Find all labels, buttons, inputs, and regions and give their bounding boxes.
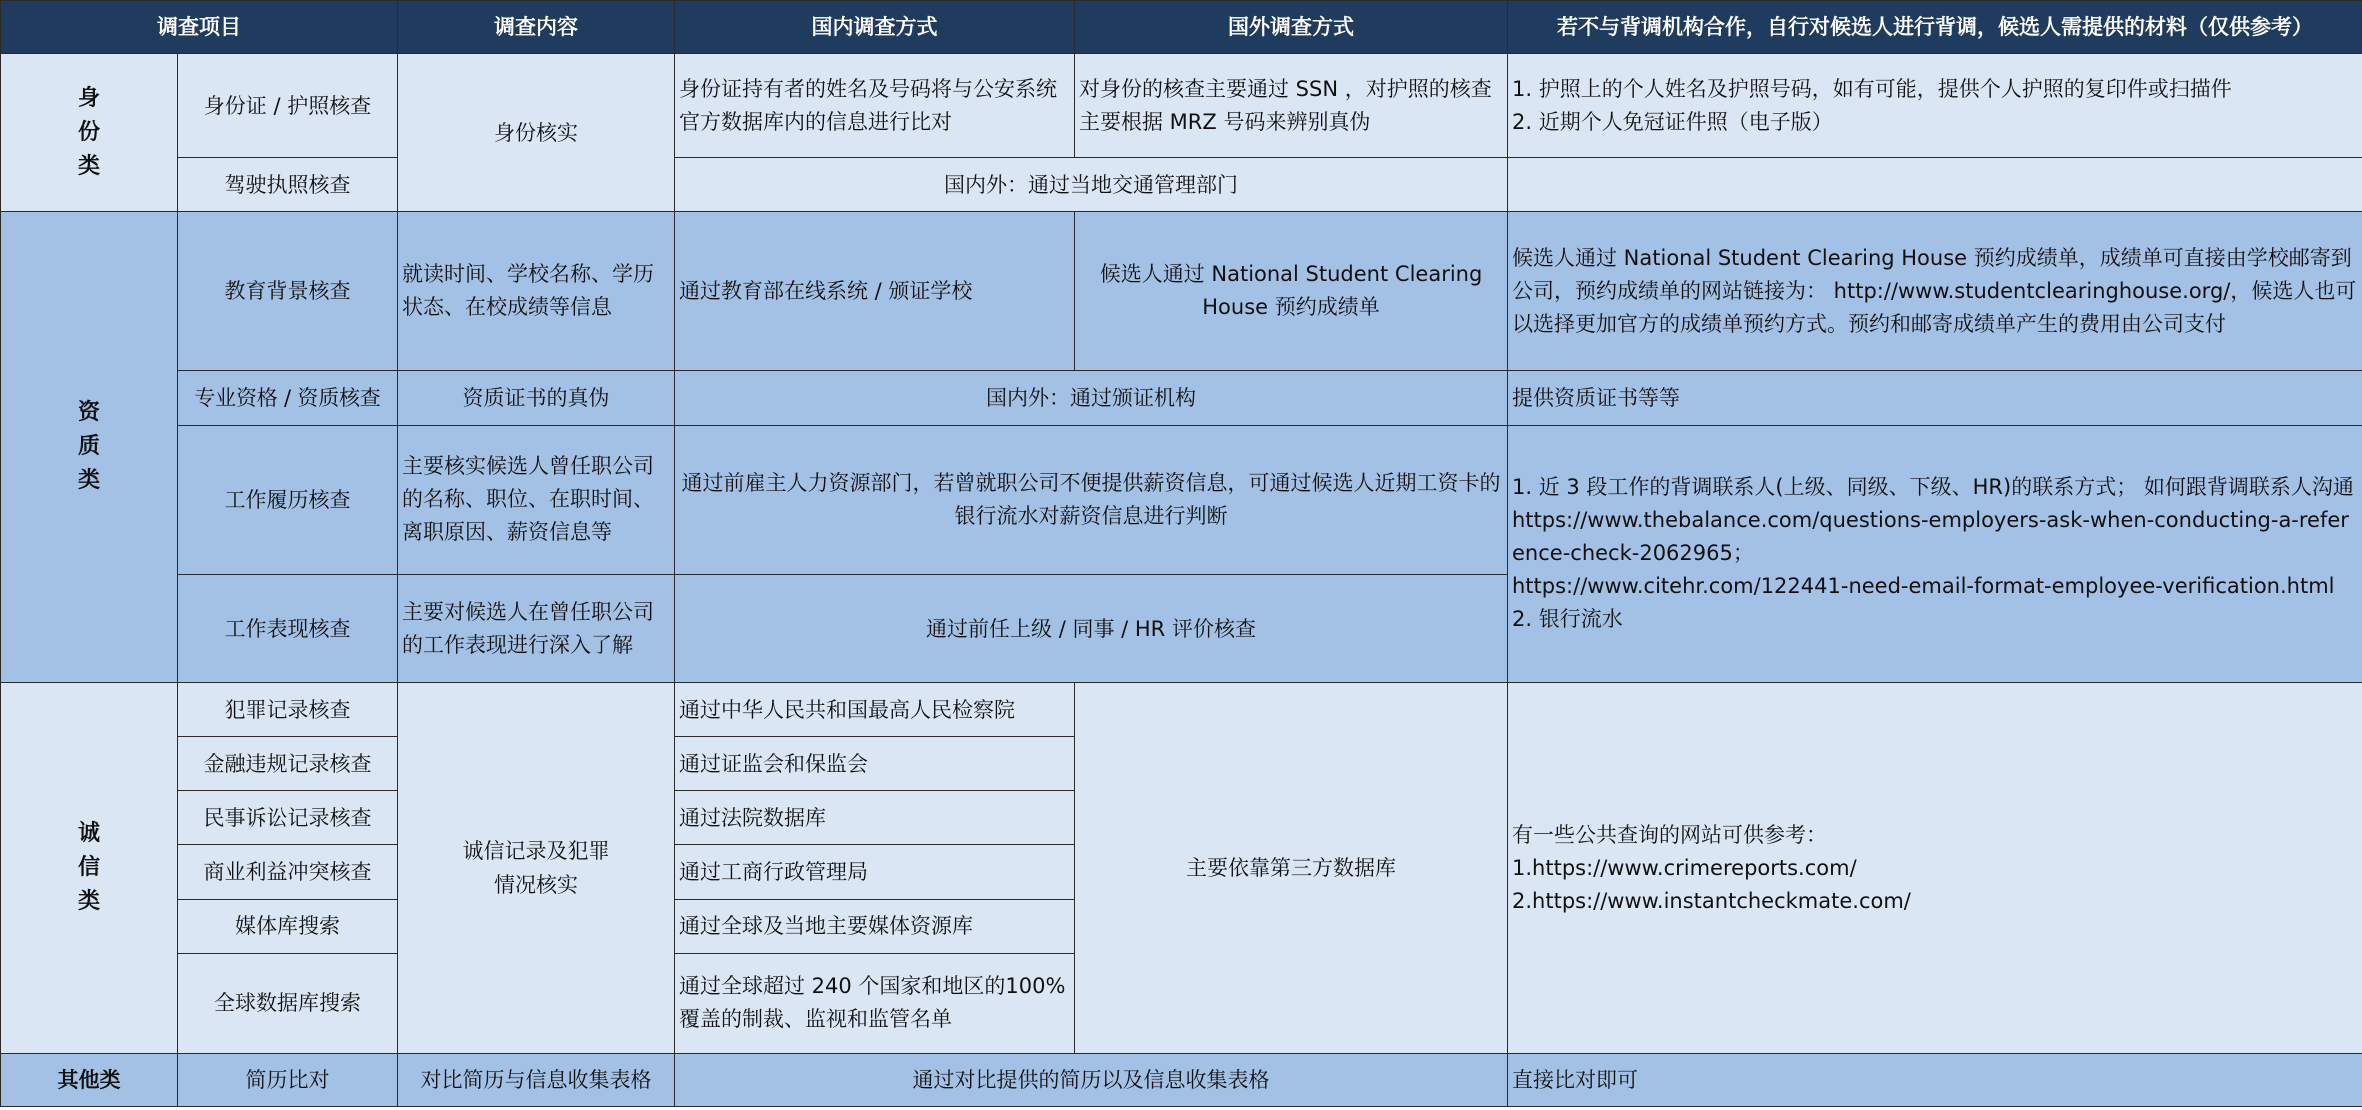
content-resume-compare: 对比简历与信息收集表格 (398, 1053, 675, 1106)
item-performance-check: 工作表现核查 (178, 575, 398, 683)
foreign-identity-method: 对身份的核查主要通过 SSN ，对护照的核查主要根据 MRZ 号码来辨别真伪 (1075, 54, 1508, 158)
domestic-global-method: 通过全球超过 240 个国家和地区的100% 覆盖的制裁、监视和监管名单 (675, 953, 1075, 1053)
materials-work: 1. 近 3 段工作的背调联系人(上级、同级、下级、HR)的联系方式； 如何跟背调联系人沟通 https://www.thebalance.com/questions-employers-ask-when-conducting-a-reference-check-2062965； https://www.citehr.com/122441-need-email-format-employee-verification.html 2. 银行流水 (1508, 425, 2362, 682)
content-identity-verify: 身份核实 (398, 54, 675, 212)
materials-education: 候选人通过 National Student Clearing House 预约成绩单，成绩单可直接由学校邮寄到公司，预约成绩单的网站链接为： http://www.studentclearinghouse.org/，候选人也可以选择更加官方的成绩单预约方式。预约和邮寄成绩单产生的费用由公司支付 (1508, 212, 2362, 370)
header-foreign-method: 国外调查方式 (1075, 1, 1508, 54)
integrity-row-criminal (1, 683, 2362, 737)
domestic-education-method: 通过教育部在线系统 / 颁证学校 (675, 212, 1075, 370)
item-media-search: 媒体库搜索 (178, 899, 398, 953)
identity-row-license (1, 158, 2362, 212)
other-row (1, 1053, 2362, 1106)
item-education-check: 教育背景核查 (178, 212, 398, 370)
content-professional: 资质证书的真伪 (398, 370, 675, 425)
materials-integrity: 有一些公共查询的网站可供参考： 1.https://www.crimereports.com/ 2.https://www.instantcheckmate.com/ (1508, 683, 2362, 1054)
category-integrity: 诚 信 类 (1, 683, 178, 1054)
header-survey-item: 调查项目 (1, 1, 398, 54)
item-global-database: 全球数据库搜索 (178, 953, 398, 1053)
item-driver-license-check: 驾驶执照核查 (178, 158, 398, 212)
materials-identity: 1. 护照上的个人姓名及护照号码，如有可能，提供个人护照的复印件或扫描件 2. 近期个人免冠证件照（电子版） (1508, 54, 2362, 158)
category-other: 其他类 (1, 1053, 178, 1106)
performance-method: 通过前任上级 / 同事 / HR 评价核查 (675, 575, 1508, 683)
domestic-media-method: 通过全球及当地主要媒体资源库 (675, 899, 1075, 953)
materials-professional: 提供资质证书等等 (1508, 370, 2362, 425)
header-survey-content: 调查内容 (398, 1, 675, 54)
item-work-history-check: 工作履历核查 (178, 425, 398, 574)
content-work-history: 主要核实候选人曾任职公司的名称、职位、在职时间、离职原因、薪资信息等 (398, 425, 675, 574)
resume-compare-method: 通过对比提供的简历以及信息收集表格 (675, 1053, 1508, 1106)
header-row (1, 1, 2362, 54)
qualification-row-professional (1, 370, 2362, 425)
domestic-identity-method: 身份证持有者的姓名及号码将与公安系统官方数据库内的信息进行比对 (675, 54, 1075, 158)
domestic-financial-method: 通过证监会和保监会 (675, 737, 1075, 791)
item-financial-violation: 金融违规记录核查 (178, 737, 398, 791)
content-performance: 主要对候选人在曾任职公司的工作表现进行深入了解 (398, 575, 675, 683)
item-criminal-record: 犯罪记录核查 (178, 683, 398, 737)
domestic-business-method: 通过工商行政管理局 (675, 845, 1075, 899)
content-integrity: 诚信记录及犯罪情况核实 (398, 683, 675, 1054)
category-qualification: 资 质 类 (1, 212, 178, 683)
item-civil-litigation: 民事诉讼记录核查 (178, 791, 398, 845)
foreign-integrity-method: 主要依靠第三方数据库 (1075, 683, 1508, 1054)
domestic-criminal-method: 通过中华人民共和国最高人民检察院 (675, 683, 1075, 737)
foreign-education-method: 候选人通过 National Student Clearing House 预约成绩单 (1075, 212, 1508, 370)
professional-method: 国内外：通过颁证机构 (675, 370, 1508, 425)
header-materials: 若不与背调机构合作，自行对候选人进行背调，候选人需提供的材料（仅供参考） (1508, 1, 2362, 54)
work-history-method: 通过前雇主人力资源部门，若曾就职公司不便提供薪资信息，可通过候选人近期工资卡的银行流水对薪资信息进行判断 (675, 425, 1508, 574)
category-identity: 身 份 类 (1, 54, 178, 212)
item-resume-compare: 简历比对 (178, 1053, 398, 1106)
item-id-passport-check: 身份证 / 护照核查 (178, 54, 398, 158)
license-method: 国内外：通过当地交通管理部门 (675, 158, 1508, 212)
header-domestic-method: 国内调查方式 (675, 1, 1075, 54)
qualification-row-work-history (1, 425, 2362, 574)
materials-license-empty (1508, 158, 2362, 212)
content-education: 就读时间、学校名称、学历状态、在校成绩等信息 (398, 212, 675, 370)
item-business-conflict: 商业利益冲突核查 (178, 845, 398, 899)
identity-row-passport (1, 54, 2362, 158)
qualification-row-education (1, 212, 2362, 370)
domestic-civil-method: 通过法院数据库 (675, 791, 1075, 845)
item-professional-check: 专业资格 / 资质核查 (178, 370, 398, 425)
materials-resume-compare: 直接比对即可 (1508, 1053, 2362, 1106)
